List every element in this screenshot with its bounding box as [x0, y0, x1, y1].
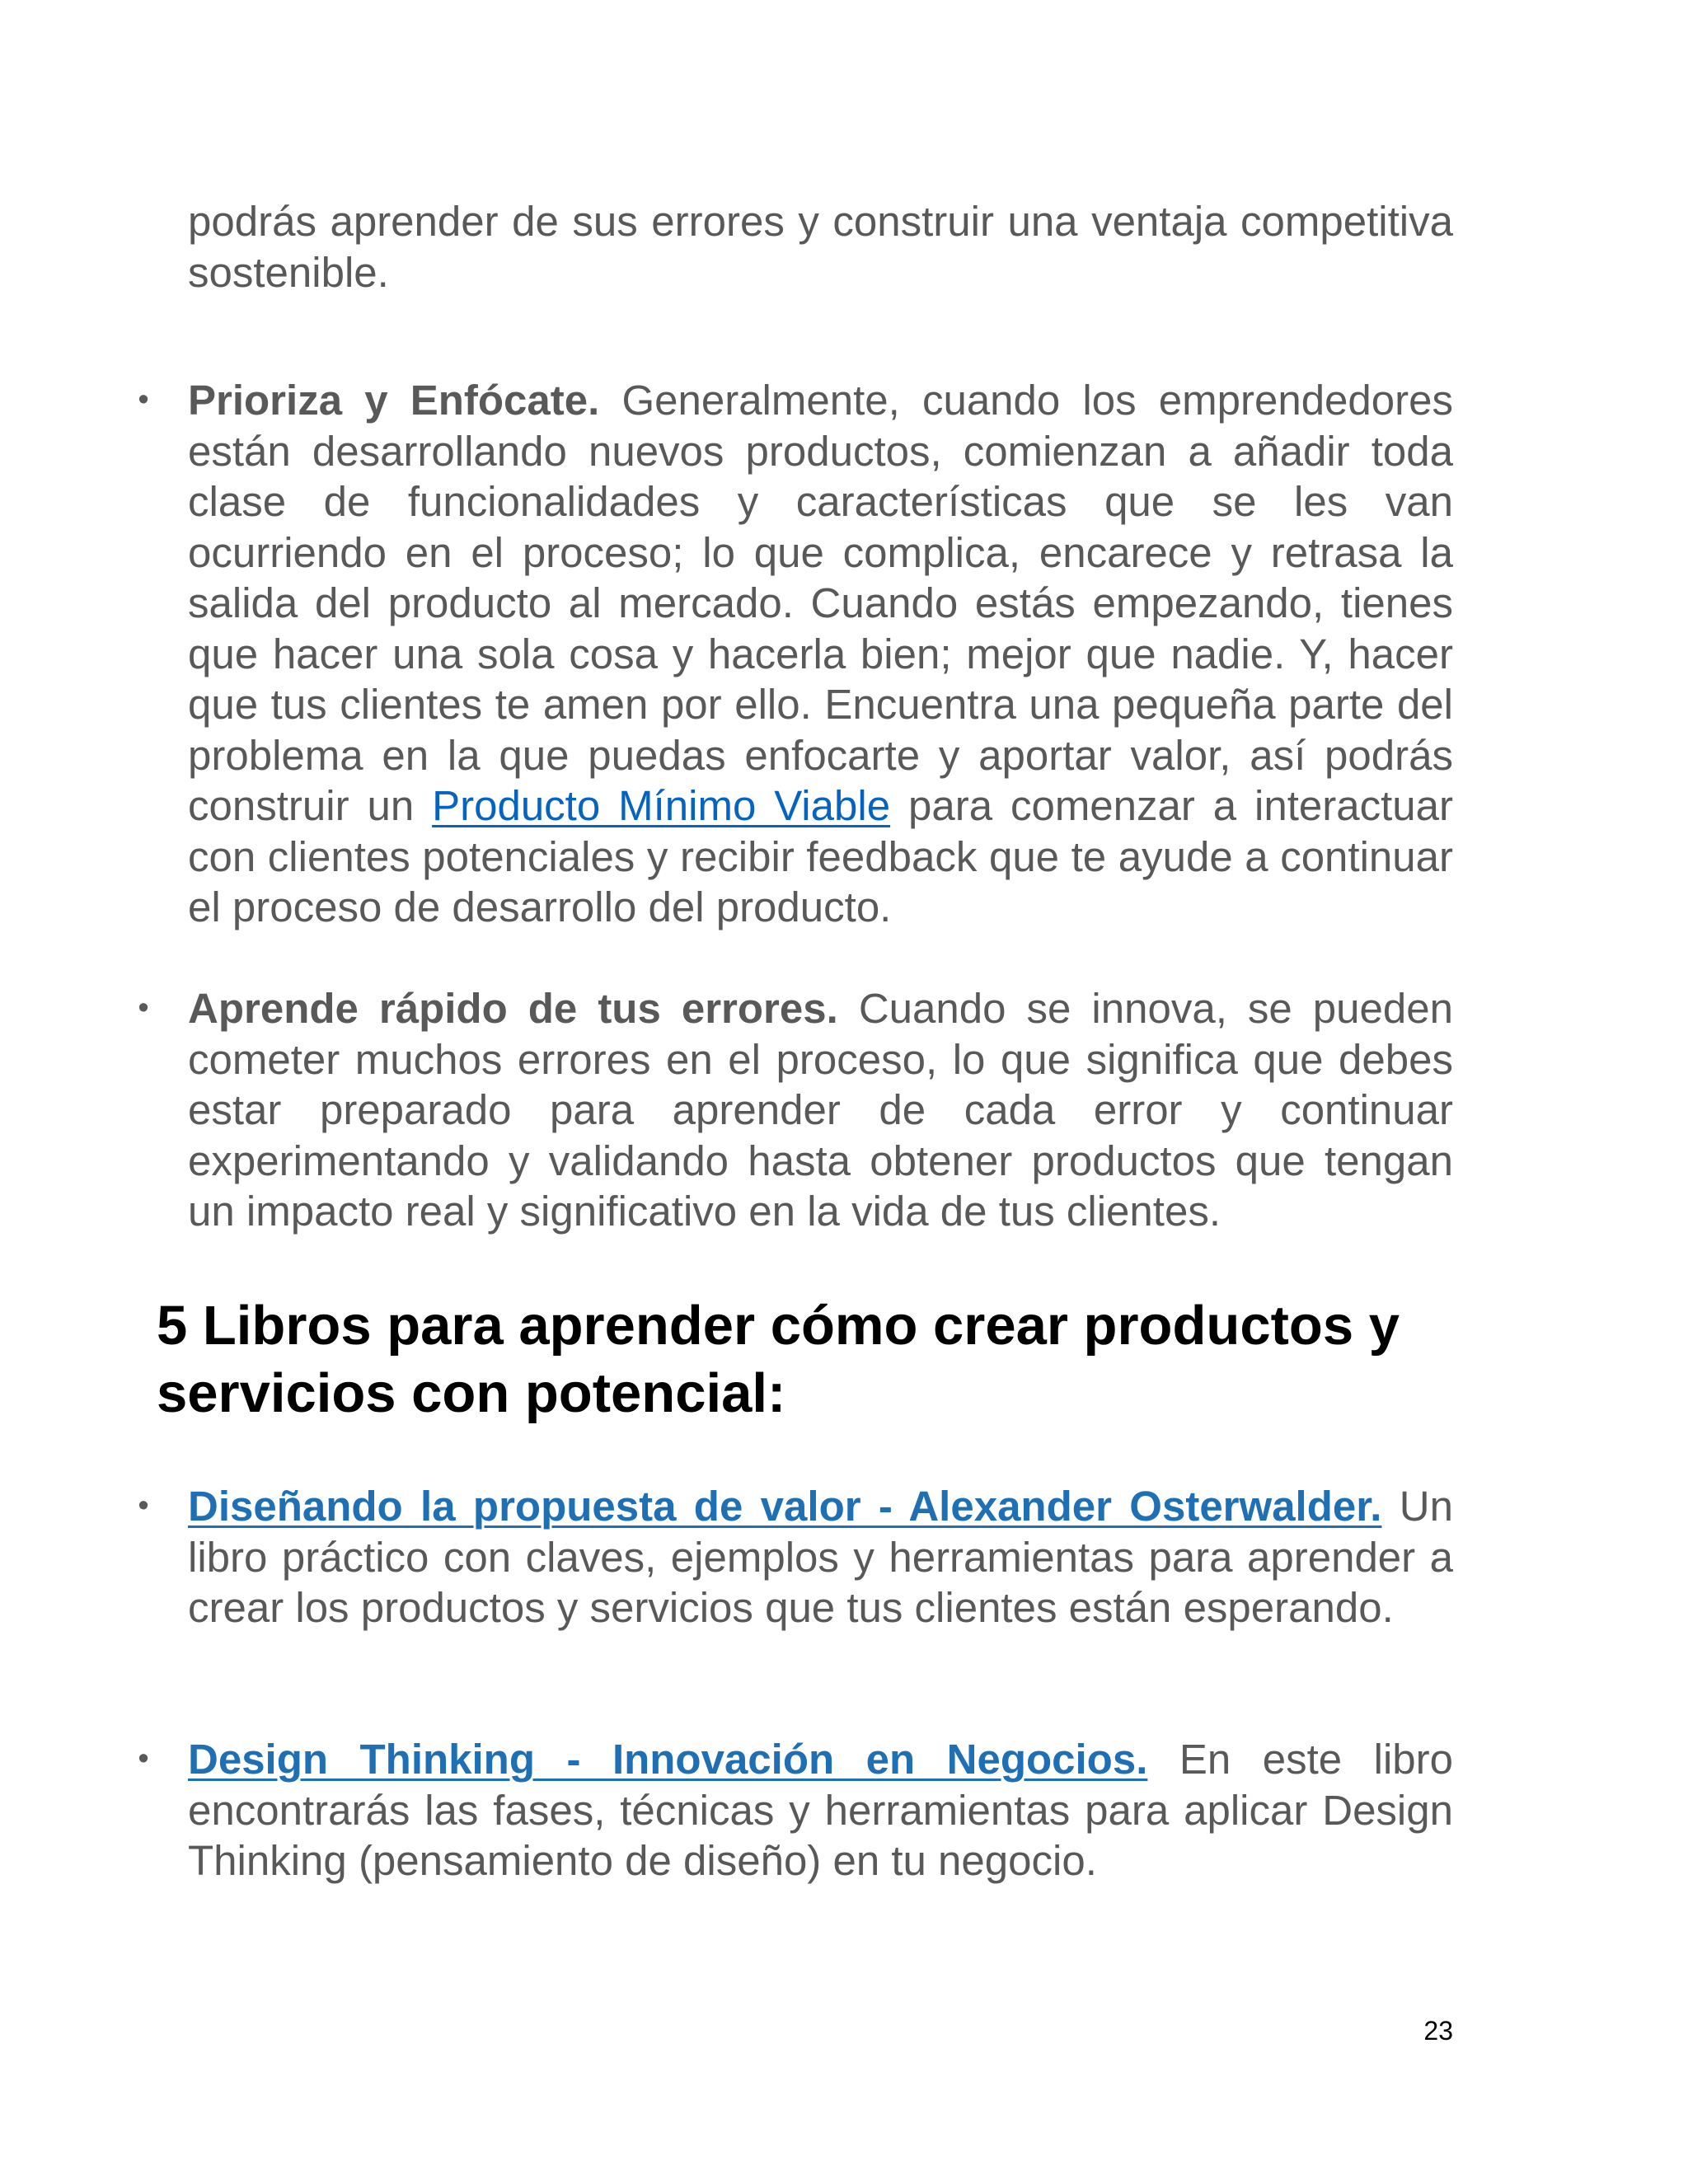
producto-minimo-viable-link[interactable]: Producto Mínimo Viable: [432, 782, 891, 829]
list-item-text: [188, 1481, 1453, 1633]
list-item-title: Aprende rápido de tus errores.: [188, 985, 838, 1032]
list-item-body-continued: para comenzar a interactuar con clientes potenciales y recibir feedback que te ayude a continuar el proceso de desarrollo del producto.: [188, 782, 1454, 930]
list-item-text: [188, 983, 1453, 1237]
bullet-icon: •: [138, 991, 149, 1025]
bullet-icon: •: [138, 1741, 149, 1776]
book-link-design-thinking[interactable]: Design Thinking - Innovación en Negocios.: [188, 1736, 1148, 1783]
bullet-icon: •: [138, 1488, 149, 1523]
book-link-propuesta-valor[interactable]: Diseñando la propuesta de valor - Alexander Osterwalder.: [188, 1483, 1382, 1530]
continuation-paragraph: podrás aprender de sus errores y construir una ventaja competitiva sostenible.: [188, 198, 1453, 296]
list-item-text: [188, 1734, 1453, 1886]
list-item-body: Un libro práctico con claves, ejemplos y herramientas para aprender a crear los productos y servicios que tus clientes están esperando.: [188, 1483, 1453, 1631]
list-item-body: Cuando se innova, se pueden cometer muchos errores en el proceso, lo que significa que debes estar preparado para aprender de cada error y continuar experimentando y validando hasta obtener productos que tengan un impacto real y significativo en la vida de tus clientes.: [188, 985, 1453, 1235]
list-item-title: Prioriza y Enfócate.: [188, 377, 600, 424]
bullet-icon: •: [138, 382, 149, 417]
list-item-body: Generalmente, cuando los emprendedores están desarrollando nuevos productos, comienzan a añadir toda clase de funcionalidades y características que se les van ocurriendo en el proceso; lo que complica, encarece y retrasa la salida del producto al mercado. Cuando estás empezando, tienes que hacer una sola cosa y hacerla bien; mejor que nadie. Y, hacer que tus clientes te amen por ello. Encuentra una pequeña parte del problema en la que puedas enfocarte y aportar valor, así podrás construir un: [188, 377, 1453, 829]
list-item-body: En este libro encontrarás las fases, técnicas y herramientas para aplicar Design Thinking (pensamiento de diseño) en tu negocio.: [188, 1736, 1453, 1884]
section-heading: 5 Libros para aprender cómo crear productos y servicios con potencial:: [157, 1295, 1400, 1424]
list-item-text: [188, 375, 1453, 933]
page-number: 23: [1423, 2016, 1453, 2046]
